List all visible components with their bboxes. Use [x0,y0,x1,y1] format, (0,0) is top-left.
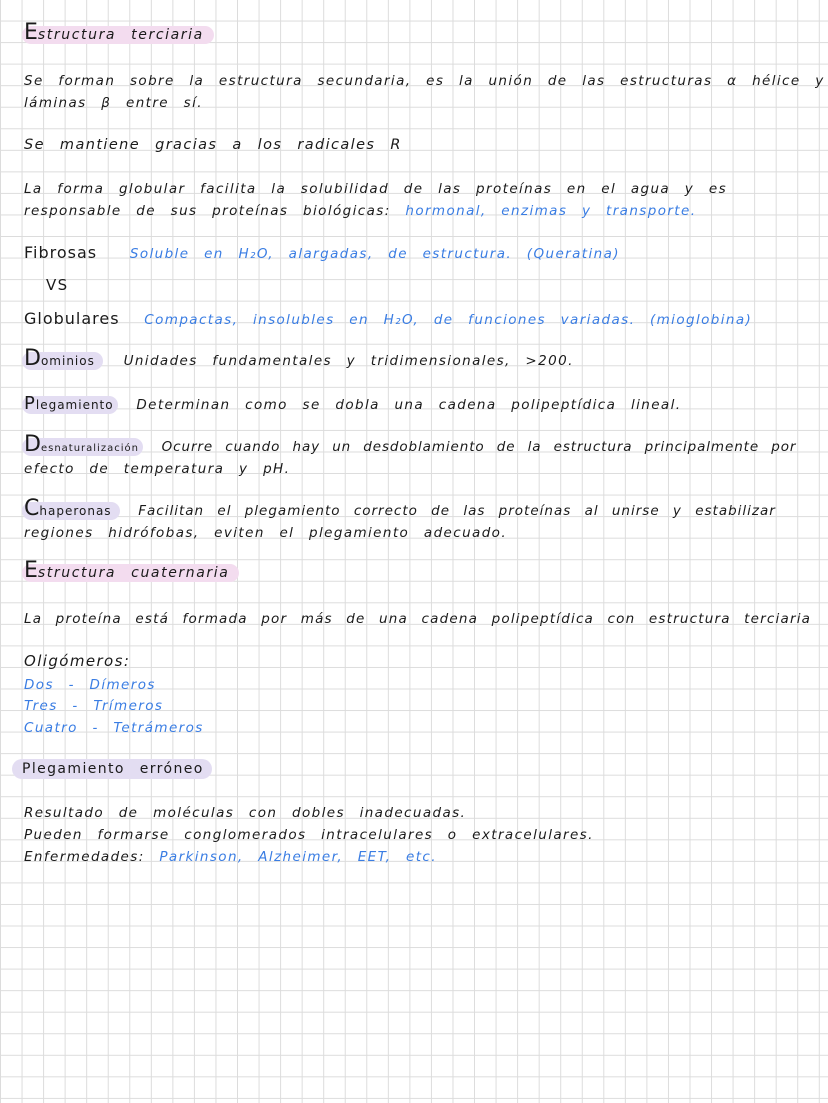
tertiary-paragraph-1-line-1: Se forman sobre la estructura secundaria, es la unión de las estructuras α hélice y [24,73,825,89]
misfolding-line-1: Resultado de moléculas con dobles inadecuadas. [24,805,467,821]
term-dominios [24,346,574,371]
p3-black-text: responsable de sus proteínas biológicas: [24,203,391,219]
oligomer-item: Tres - Trímeros [24,698,164,714]
heading-highlight: Estructura terciaria [22,26,214,44]
globulares-row [24,310,752,329]
heading-highlight: Plegamiento erróneo [12,759,212,779]
heading-highlight: Estructura cuaternaria [22,564,239,582]
misfolding-line-3 [24,848,437,866]
term-desnaturalizacion-line-2: efecto de temperatura y pH. [24,461,291,477]
diseases-list: Parkinson, Alzheimer, EET, etc. [159,849,437,865]
tertiary-paragraph-1-line-2: láminas β entre sí. [24,95,203,111]
misfolding-line-2: Pueden formarse conglomerados intracelulares o extracelulares. [24,827,594,843]
oligomers-title: Oligómeros: [24,652,131,670]
p3-blue-annotation: hormonal, enzimas y transporte. [405,203,697,219]
term-desnaturalizacion [24,432,797,458]
term-description: Unidades fundamentales y tridimensionales, >200. [123,353,574,369]
fibrosas-row [24,244,620,263]
diseases-label: Enfermedades: [24,849,145,865]
oligomer-item: Dos - Dímeros [24,677,156,693]
term-highlight: Chaperonas [22,502,120,520]
term-highlight: Desnaturalización [22,438,143,456]
tertiary-paragraph-3-line-2 [24,202,696,220]
fibrosas-description: Soluble en H₂O, alargadas, de estructura. (Queratina) [129,246,620,262]
term-highlight: Dominios [22,352,103,370]
heading-plegamiento-erroneo [14,760,212,778]
fibrosas-label: Fibrosas [24,243,98,262]
tertiary-paragraph-3-line-1: La forma globular facilita la solubilidad de las proteínas en el agua y es [24,181,728,197]
globulares-description: Compactas, insolubles en H₂O, de funciones variadas. (mioglobina) [144,312,753,328]
tertiary-paragraph-2: Se mantiene gracias a los radicales R [24,137,402,153]
heading-estructura-cuaternaria [24,558,239,583]
term-description: Ocurre cuando hay un desdoblamiento de la estructura principalmente por [161,439,797,455]
term-description: Facilitan el plegamiento correcto de las proteínas al unirse y estabilizar [138,503,776,519]
quaternary-paragraph: La proteína está formada por más de una cadena polipeptídica con estructura terciaria [24,611,812,627]
globulares-label: Globulares [24,309,120,328]
term-description: Determinan como se dobla una cadena polipeptídica lineal. [136,397,682,413]
term-plegamiento [24,395,681,414]
term-chaperonas-line-2: regiones hidrófobas, eviten el plegamiento adecuado. [24,525,508,541]
term-highlight: Plegamiento [22,396,118,414]
oligomer-item: Cuatro - Tetrámeros [24,720,204,736]
heading-estructura-terciaria [24,20,214,45]
vs-label: VS [46,276,69,294]
term-chaperonas [24,496,776,521]
